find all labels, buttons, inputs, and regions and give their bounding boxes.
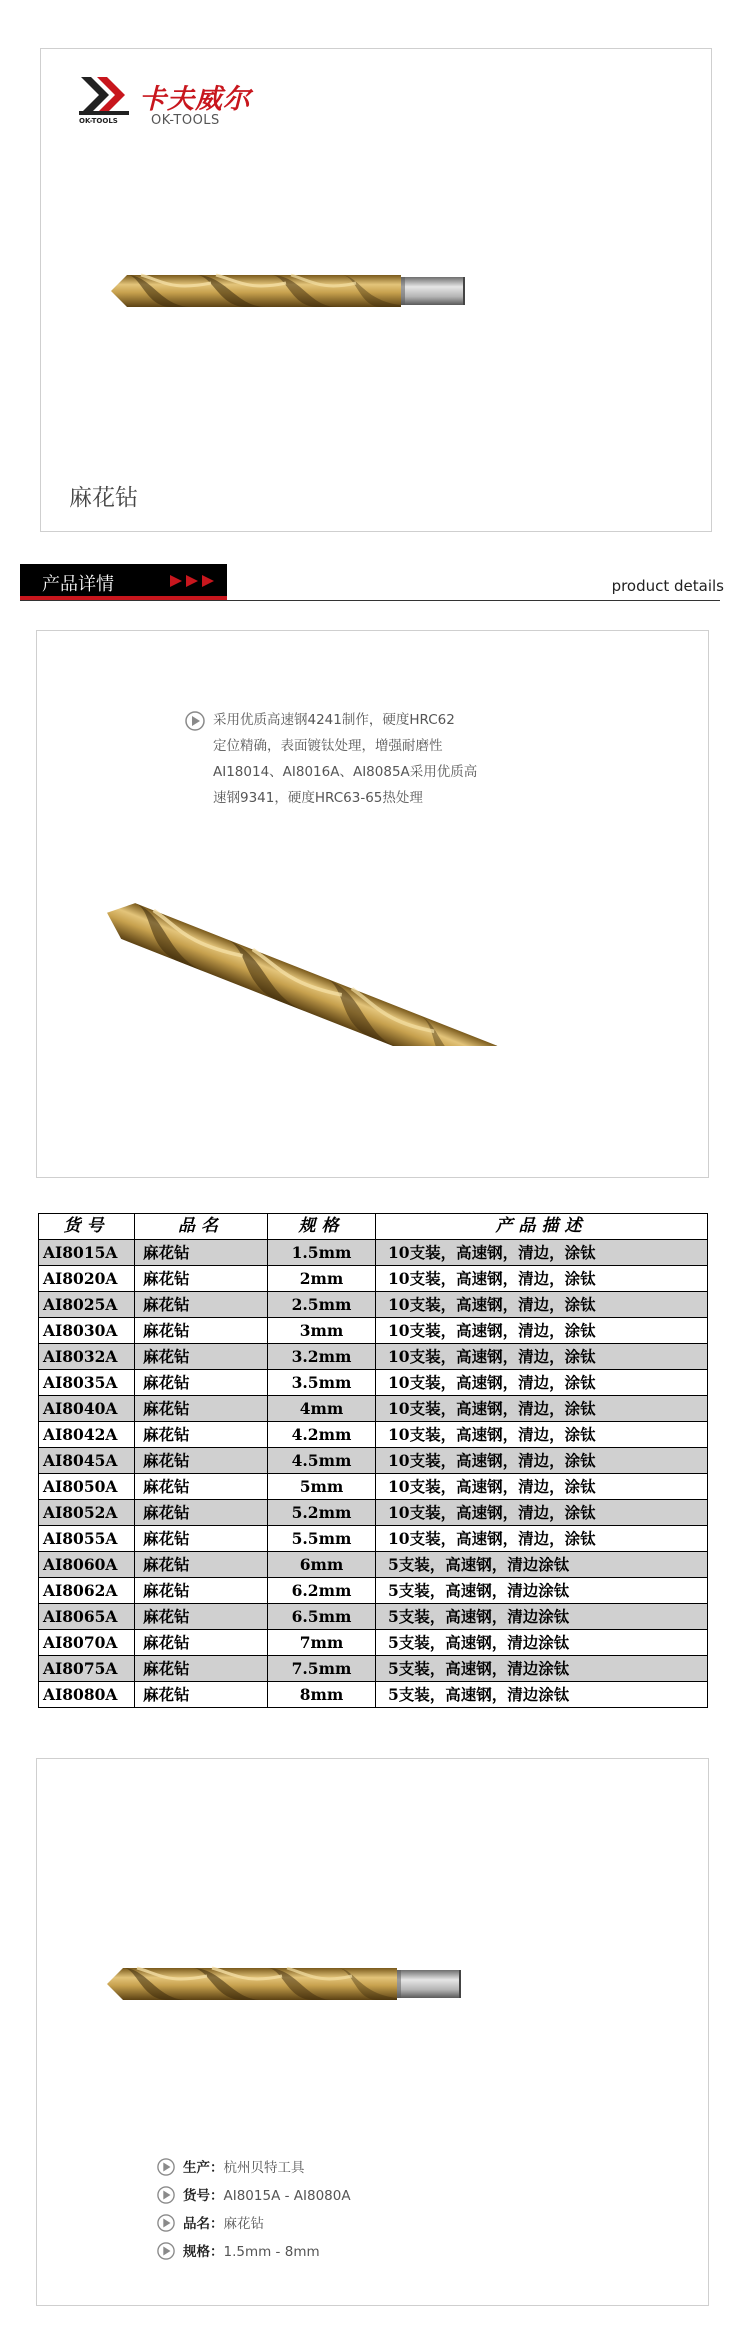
cell-item-code: AI8070A (39, 1630, 135, 1656)
cell-product-name: 麻花钻 (135, 1526, 268, 1552)
logo-badge-text: OK-TOOLS (79, 117, 118, 125)
cell-size: 5.5mm (268, 1526, 376, 1552)
info-value: 杭州贝特工具 (223, 2160, 305, 2176)
table-row (39, 1292, 708, 1318)
info-item (157, 2241, 351, 2269)
feature-line: AI18014、AI8016A、AI8085A采用优质高 (213, 764, 478, 780)
cell-description: 10支装，高速钢，清边，涂钛 (376, 1396, 708, 1422)
cell-size: 4.2mm (268, 1422, 376, 1448)
table-row (39, 1344, 708, 1370)
info-key: 生产： (183, 2160, 224, 2176)
cell-description: 10支装，高速钢，清边，涂钛 (376, 1292, 708, 1318)
cell-item-code: AI8055A (39, 1526, 135, 1552)
cell-size: 2.5mm (268, 1292, 376, 1318)
cell-product-name: 麻花钻 (135, 1448, 268, 1474)
table-row (39, 1656, 708, 1682)
section-tab[interactable] (20, 564, 227, 596)
cell-product-name: 麻花钻 (135, 1292, 268, 1318)
cell-item-code: AI8040A (39, 1396, 135, 1422)
table-row (39, 1422, 708, 1448)
section-divider (20, 600, 720, 601)
hero-panel (40, 48, 712, 532)
feature-panel (36, 630, 709, 1178)
table-body (39, 1240, 708, 1708)
cell-item-code: AI8015A (39, 1240, 135, 1266)
cell-size: 8mm (268, 1682, 376, 1708)
cell-size: 3.2mm (268, 1344, 376, 1370)
cell-product-name: 麻花钻 (135, 1682, 268, 1708)
cell-description: 10支装，高速钢，清边，涂钛 (376, 1370, 708, 1396)
cell-size: 2mm (268, 1266, 376, 1292)
brand-name-en: OK-TOOLS (151, 113, 220, 128)
info-panel (36, 1758, 709, 2306)
cell-product-name: 麻花钻 (135, 1656, 268, 1682)
cell-description: 10支装，高速钢，清边，涂钛 (376, 1526, 708, 1552)
cell-size: 7.5mm (268, 1656, 376, 1682)
cell-description: 5支装，高速钢，清边涂钛 (376, 1682, 708, 1708)
table-row (39, 1370, 708, 1396)
play-bullet-icon (157, 2186, 175, 2204)
feature-line: 速钢9341，硬度HRC63-65热处理 (213, 790, 423, 806)
column-header: 货号 (39, 1214, 135, 1240)
cell-description: 5支装，高速钢，清边涂钛 (376, 1552, 708, 1578)
info-key: 货号： (183, 2188, 224, 2204)
cell-product-name: 麻花钻 (135, 1318, 268, 1344)
cell-description: 10支装，高速钢，清边，涂钛 (376, 1474, 708, 1500)
cell-product-name: 麻花钻 (135, 1630, 268, 1656)
info-value: 麻花钻 (223, 2216, 264, 2232)
feature-list (185, 707, 515, 811)
table-row (39, 1448, 708, 1474)
feature-line: 采用优质高速钢4241制作，硬度HRC62 (213, 712, 455, 728)
cell-item-code: AI8032A (39, 1344, 135, 1370)
cell-description: 10支装，高速钢，清边，涂钛 (376, 1318, 708, 1344)
cell-item-code: AI8020A (39, 1266, 135, 1292)
cell-size: 3.5mm (268, 1370, 376, 1396)
brand-logo[interactable] (77, 71, 257, 131)
cell-product-name: 麻花钻 (135, 1422, 268, 1448)
info-item (157, 2213, 351, 2241)
table-row (39, 1578, 708, 1604)
logo-mark-icon (77, 73, 137, 117)
section-header (20, 560, 724, 606)
play-bullet-icon (157, 2158, 175, 2176)
cell-description: 10支装，高速钢，清边，涂钛 (376, 1240, 708, 1266)
cell-item-code: AI8052A (39, 1500, 135, 1526)
table-row (39, 1240, 708, 1266)
play-bullet-icon (157, 2242, 175, 2260)
column-header: 规格 (268, 1214, 376, 1240)
info-value: AI8015A - AI8080A (223, 2188, 351, 2204)
cell-description: 5支装，高速钢，清边涂钛 (376, 1656, 708, 1682)
feature-line: 定位精确，表面镀钛处理，增强耐磨性 (213, 738, 443, 754)
cell-size: 6.2mm (268, 1578, 376, 1604)
cell-description: 5支装，高速钢，清边涂钛 (376, 1578, 708, 1604)
table-row (39, 1552, 708, 1578)
cell-size: 5.2mm (268, 1500, 376, 1526)
cell-description: 10支装，高速钢，清边，涂钛 (376, 1422, 708, 1448)
cell-item-code: AI8025A (39, 1292, 135, 1318)
cell-item-code: AI8080A (39, 1682, 135, 1708)
triple-arrow-icon (170, 574, 218, 588)
cell-product-name: 麻花钻 (135, 1396, 268, 1422)
spec-info-list (157, 2157, 351, 2269)
cell-product-name: 麻花钻 (135, 1266, 268, 1292)
cell-size: 6mm (268, 1552, 376, 1578)
table-row (39, 1474, 708, 1500)
section-subtitle: product details (611, 577, 724, 595)
table-row (39, 1630, 708, 1656)
cell-size: 4.5mm (268, 1448, 376, 1474)
cell-description: 5支装，高速钢，清边涂钛 (376, 1604, 708, 1630)
cell-description: 10支装，高速钢，清边，涂钛 (376, 1266, 708, 1292)
cell-item-code: AI8050A (39, 1474, 135, 1500)
cell-item-code: AI8065A (39, 1604, 135, 1630)
info-value: 1.5mm - 8mm (223, 2244, 320, 2260)
table-row (39, 1604, 708, 1630)
info-key: 规格： (183, 2244, 224, 2260)
hero-product-name: 麻花钻 (69, 485, 138, 511)
table-row (39, 1266, 708, 1292)
table-row (39, 1682, 708, 1708)
table-row (39, 1318, 708, 1344)
column-header: 产品描述 (376, 1214, 708, 1240)
cell-product-name: 麻花钻 (135, 1240, 268, 1266)
cell-item-code: AI8030A (39, 1318, 135, 1344)
column-header: 品名 (135, 1214, 268, 1240)
cell-description: 10支装，高速钢，清边，涂钛 (376, 1344, 708, 1370)
drill-bit-image (97, 1954, 467, 2014)
cell-product-name: 麻花钻 (135, 1344, 268, 1370)
cell-product-name: 麻花钻 (135, 1370, 268, 1396)
cell-size: 6.5mm (268, 1604, 376, 1630)
cell-item-code: AI8075A (39, 1656, 135, 1682)
brand-name-cn: 卡夫威尔 (139, 84, 251, 115)
cell-description: 10支装，高速钢，清边，涂钛 (376, 1448, 708, 1474)
cell-description: 5支装，高速钢，清边涂钛 (376, 1630, 708, 1656)
drill-bit-image (101, 261, 471, 321)
table-header-row (39, 1214, 708, 1240)
table-row (39, 1526, 708, 1552)
drill-bit-image (97, 856, 637, 1046)
cell-product-name: 麻花钻 (135, 1604, 268, 1630)
play-bullet-icon (157, 2214, 175, 2232)
cell-item-code: AI8045A (39, 1448, 135, 1474)
cell-item-code: AI8062A (39, 1578, 135, 1604)
info-item (157, 2185, 351, 2213)
cell-size: 1.5mm (268, 1240, 376, 1266)
cell-product-name: 麻花钻 (135, 1474, 268, 1500)
cell-size: 5mm (268, 1474, 376, 1500)
cell-size: 4mm (268, 1396, 376, 1422)
table-row (39, 1500, 708, 1526)
spec-table (38, 1213, 708, 1708)
cell-size: 7mm (268, 1630, 376, 1656)
play-bullet-icon (185, 711, 205, 731)
cell-item-code: AI8035A (39, 1370, 135, 1396)
cell-size: 3mm (268, 1318, 376, 1344)
cell-description: 10支装，高速钢，清边，涂钛 (376, 1500, 708, 1526)
cell-product-name: 麻花钻 (135, 1552, 268, 1578)
cell-product-name: 麻花钻 (135, 1500, 268, 1526)
info-key: 品名： (183, 2216, 224, 2232)
cell-item-code: AI8042A (39, 1422, 135, 1448)
cell-product-name: 麻花钻 (135, 1578, 268, 1604)
info-item (157, 2157, 351, 2185)
table-row (39, 1396, 708, 1422)
cell-item-code: AI8060A (39, 1552, 135, 1578)
section-title: 产品详情 (42, 574, 114, 595)
